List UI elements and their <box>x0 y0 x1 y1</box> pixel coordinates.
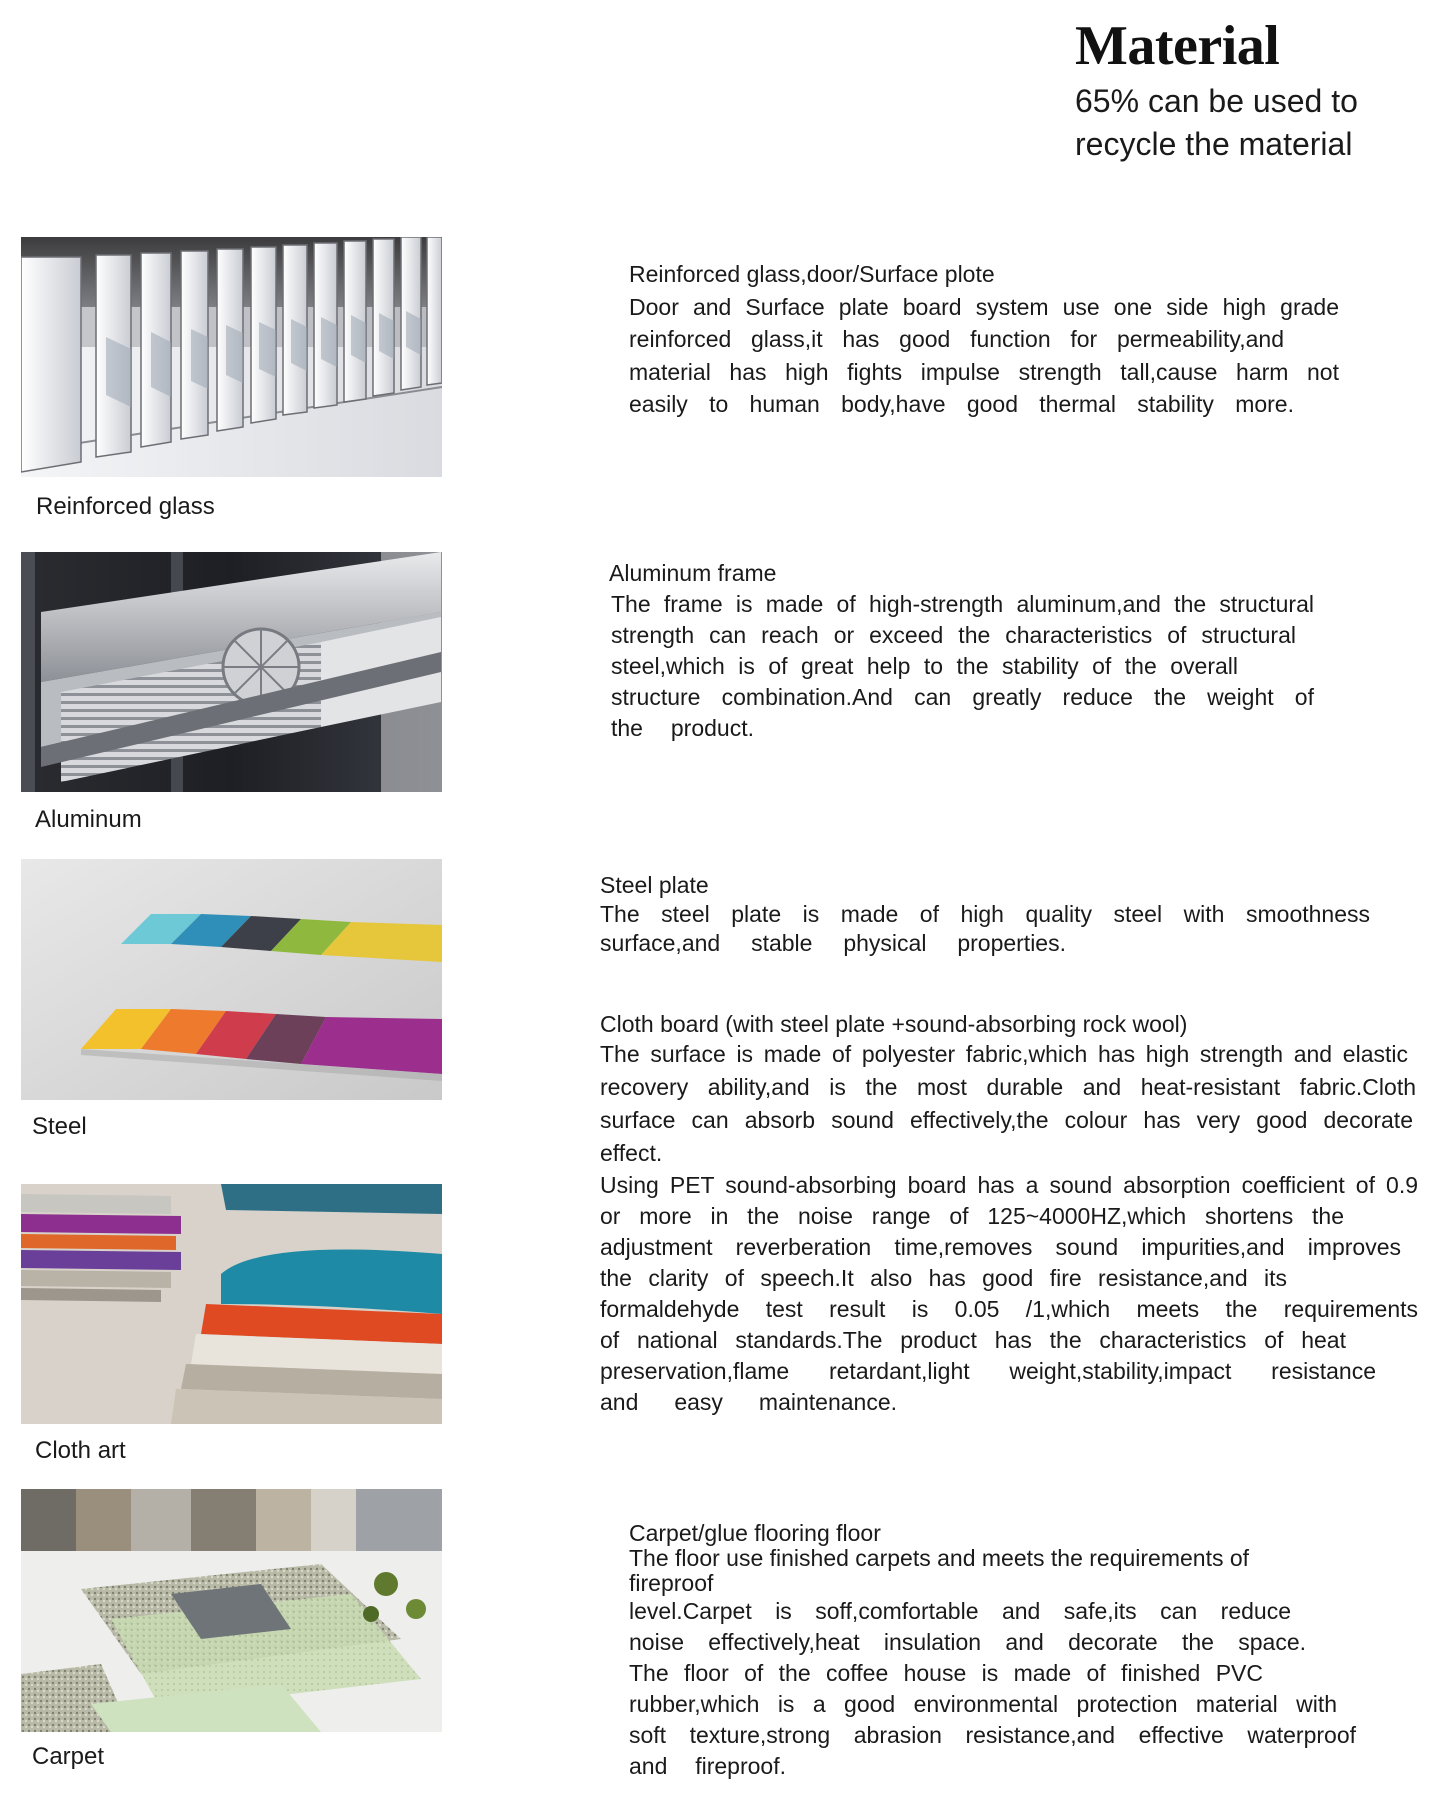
cloth-board-description <box>600 1010 1418 1418</box>
description-line: Using PET sound-absorbing board has a sound absorption coefficient of 0.9 <box>600 1172 1418 1198</box>
description-line: The frame is made of high-strength aluminum,and the structural <box>611 591 1314 617</box>
description-line: strength can reach or exceed the characteristics of structural <box>611 622 1296 648</box>
description-line: material has high fights impulse strength tall,cause harm not <box>629 358 1339 385</box>
steel-heading: Steel plate <box>600 872 709 898</box>
carpet-description <box>629 1521 1359 1782</box>
carpet-photo <box>21 1489 442 1732</box>
page-title: Material <box>1075 15 1280 77</box>
description-line: soft texture,strong abrasion resistance,and effective waterproof <box>629 1722 1356 1748</box>
carpet-caption: Carpet <box>32 1743 105 1770</box>
reinforced-glass-heading: Reinforced glass,door/Surface plote <box>629 261 995 287</box>
description-line: The floor of the coffee house is made of finished PVC <box>629 1660 1263 1686</box>
description-line: The floor use finished carpets and meets the requirements of <box>629 1545 1250 1571</box>
reinforced-glass-description <box>629 258 1339 421</box>
reinforced-glass-caption: Reinforced glass <box>36 493 215 520</box>
carpet-heading: Carpet/glue flooring floor <box>629 1520 881 1546</box>
description-line: the product. <box>611 715 754 741</box>
reinforced-glass-photo <box>21 237 442 477</box>
description-line: formaldehyde test result is 0.05 /1,which meets the requirements <box>600 1296 1418 1322</box>
description-line: Door and Surface plate board system use one side high grade <box>629 293 1339 320</box>
description-line: steel,which is of great help to the stability of the overall <box>611 653 1238 679</box>
description-line: or more in the noise range of 125~4000HZ,which shortens the <box>600 1203 1344 1229</box>
description-line: and fireproof. <box>629 1753 786 1779</box>
aluminum-photo <box>21 552 442 792</box>
cloth-art-caption: Cloth art <box>35 1437 126 1464</box>
description-line: noise effectively,heat insulation and decorate the space. <box>629 1629 1306 1655</box>
description-line: reinforced glass,it has good function for permeability,and <box>629 326 1284 352</box>
description-line: of national standards.The product has the characteristics of heat <box>600 1327 1346 1353</box>
description-line: effect. <box>600 1140 663 1166</box>
description-line: The steel plate is made of high quality steel with smoothness <box>600 901 1370 927</box>
aluminum-description <box>609 558 1314 744</box>
description-line: surface can absorb sound effectively,the colour has very good decorate <box>600 1107 1413 1133</box>
steel-photo <box>21 859 442 1100</box>
description-line: adjustment reverberation time,removes sound impurities,and improves <box>600 1234 1401 1260</box>
description-line: level.Carpet is soff,comfortable and safe,its can reduce <box>629 1598 1291 1624</box>
description-line: fireproof <box>629 1570 714 1596</box>
cloth-art-photo <box>21 1184 442 1424</box>
description-line: and easy maintenance. <box>600 1389 897 1415</box>
description-line: preservation,flame retardant,light weight,stability,impact resistance <box>600 1358 1376 1384</box>
page-subtitle: 65% can be used to recycle the material <box>1075 83 1358 162</box>
description-line: recovery ability,and is the most durable and heat-resistant fabric.Cloth <box>600 1074 1416 1100</box>
description-line: structure combination.And can greatly reduce the weight of <box>611 684 1314 710</box>
description-line: The surface is made of polyester fabric,which has high strength and elastic <box>600 1041 1408 1067</box>
description-line: surface,and stable physical properties. <box>600 930 1066 956</box>
description-line: rubber,which is a good environmental protection material with <box>629 1691 1337 1717</box>
steel-description <box>600 871 1370 958</box>
steel-caption: Steel <box>32 1113 87 1140</box>
description-line: the clarity of speech.It also has good fire resistance,and its <box>600 1265 1287 1291</box>
description-line: easily to human body,have good thermal stability more. <box>629 391 1294 417</box>
aluminum-heading: Aluminum frame <box>609 560 777 586</box>
aluminum-caption: Aluminum <box>35 806 142 833</box>
cloth-board-heading: Cloth board (with steel plate +sound-absorbing rock wool) <box>600 1011 1188 1037</box>
